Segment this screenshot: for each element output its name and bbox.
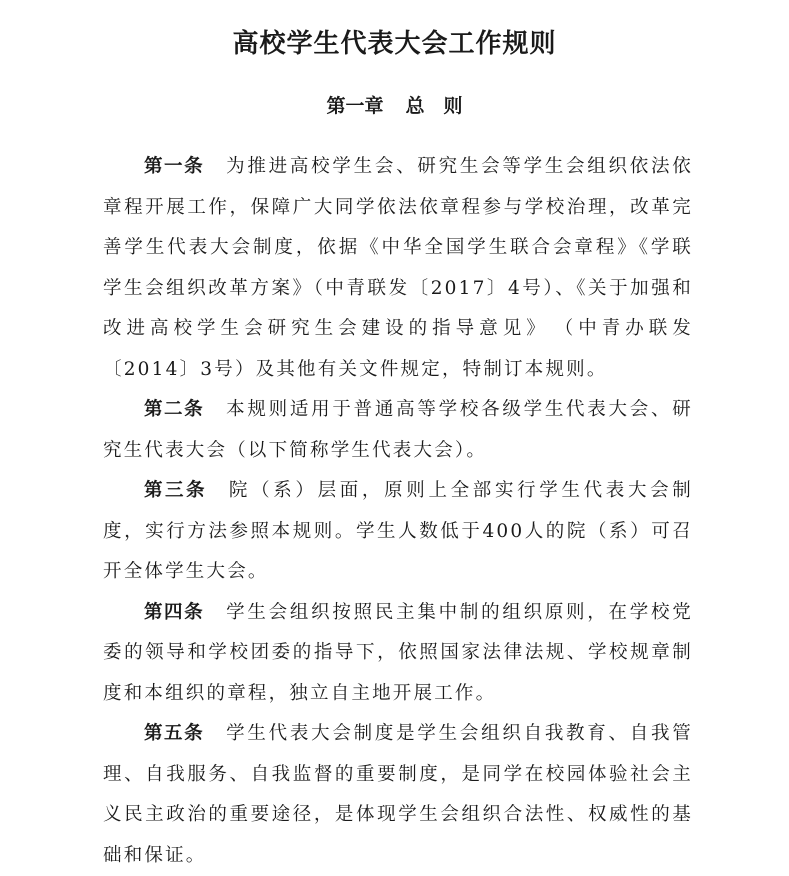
chapter-heading (0, 92, 789, 120)
chapter-name: 总 则 (405, 95, 463, 117)
article-4 (103, 593, 693, 715)
article-label: 第五条 (144, 723, 205, 744)
article-text: 学生代表大会制度是学生会组织自我教育、自我管理、自我服务、自我监督的重要制度，是同学在校园体验社会主义民主政治的重要途径，是体现学生会组织合法性、权威性的基础和保证。 (103, 723, 693, 866)
article-label: 第一条 (144, 156, 205, 177)
article-3 (103, 471, 693, 593)
article-text: 学生会组织按照民主集中制的组织原则，在学校党委的领导和学校团委的指导下，依照国家法律法规、学校规章制度和本组织的章程，独立自主地开展工作。 (103, 601, 693, 704)
document-body (103, 147, 693, 876)
article-text: 为推进高校学生会、研究生会等学生会组织依法依章程开展工作，保障广大同学依法依章程参与学校治理，改革完善学生代表大会制度，依据《中华全国学生联合会章程》《学联学生会组织改革方案》（中青联发〔2017〕4号）、《关于加强和改进高校学生会研究生会建设的指导意见》 （中青办联发〔2014〕3号）及其他有关文件规定，特制订本规则。 (103, 156, 693, 380)
article-2 (103, 390, 693, 471)
chapter-number: 第一章 (326, 95, 384, 117)
article-5 (103, 714, 693, 876)
document-title: 高校学生代表大会工作规则 (232, 29, 557, 59)
article-label: 第二条 (144, 399, 205, 420)
article-label: 第三条 (144, 480, 207, 501)
article-text: 院（系）层面，原则上全部实行学生代表大会制度，实行方法参照本规则。学生人数低于400人的院（系）可召开全体学生大会。 (103, 480, 693, 582)
article-text: 本规则适用于普通高等学校各级学生代表大会、研究生代表大会（以下简称学生代表大会）。 (103, 399, 693, 461)
article-label: 第四条 (144, 601, 205, 623)
article-1 (103, 147, 693, 390)
